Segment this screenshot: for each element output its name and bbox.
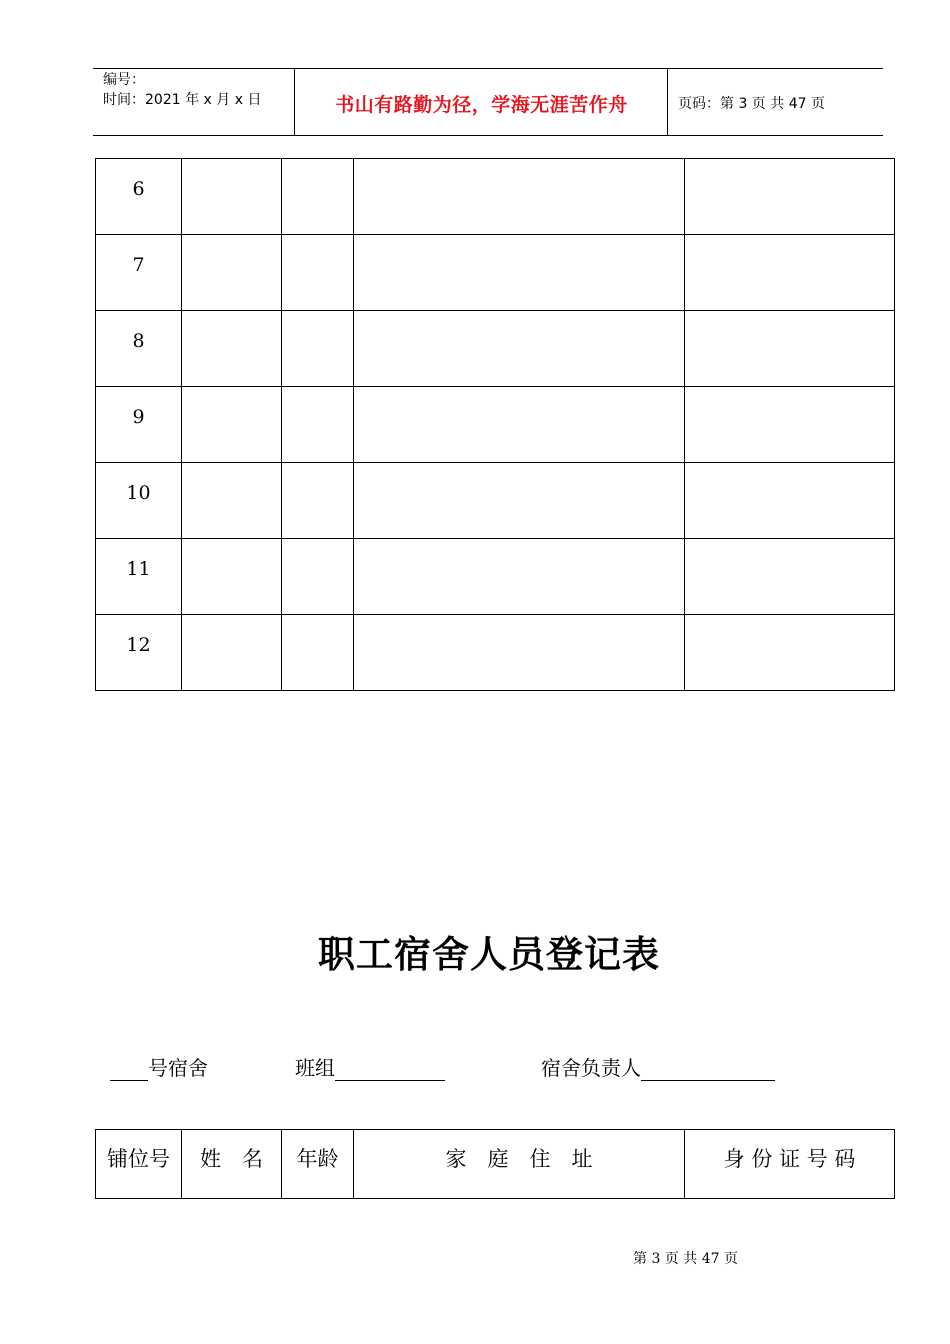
footer-page-number: 第 3 页 共 47 页 xyxy=(633,1251,738,1267)
name-cell[interactable] xyxy=(182,615,282,691)
table-row xyxy=(96,235,895,311)
row-number-cell: 6 xyxy=(96,159,182,235)
age-cell[interactable] xyxy=(282,311,354,387)
age-cell[interactable] xyxy=(282,539,354,615)
header-divider-right xyxy=(667,69,668,136)
header-row xyxy=(96,1130,895,1199)
dorm-leader-field xyxy=(541,1052,775,1081)
header-divider-left xyxy=(294,69,295,136)
team-blank[interactable] xyxy=(335,1058,445,1081)
row-number-cell: 12 xyxy=(96,615,182,691)
id-number-cell[interactable] xyxy=(685,463,895,539)
header-top-rule xyxy=(93,68,883,69)
id-number-cell[interactable] xyxy=(685,615,895,691)
age-cell[interactable] xyxy=(282,615,354,691)
header-page-info: 页码：第 3 页 共 47 页 xyxy=(678,96,825,112)
table-row xyxy=(96,387,895,463)
table-row xyxy=(96,539,895,615)
dorm-number-blank[interactable] xyxy=(110,1058,148,1081)
header-bottom-rule xyxy=(93,135,883,136)
address-cell[interactable] xyxy=(354,387,685,463)
document-time-label: 时间：2021 年 x 月 x 日 xyxy=(103,92,262,108)
row-number-cell: 8 xyxy=(96,311,182,387)
age-cell[interactable] xyxy=(282,387,354,463)
id-number-cell[interactable] xyxy=(685,159,895,235)
row-number-cell: 10 xyxy=(96,463,182,539)
team-label: 班组 xyxy=(295,1056,335,1080)
id-number-cell[interactable] xyxy=(685,311,895,387)
table-row xyxy=(96,463,895,539)
age-cell[interactable] xyxy=(282,235,354,311)
address-cell[interactable] xyxy=(354,159,685,235)
header-motto: 书山有路勤为径，学海无涯苦作舟 xyxy=(335,94,628,116)
dorm-number-label: 号宿舍 xyxy=(148,1056,208,1080)
name-cell[interactable] xyxy=(182,159,282,235)
name-cell[interactable] xyxy=(182,235,282,311)
registration-table-continued xyxy=(95,158,895,691)
document-number-label: 编号： xyxy=(103,72,145,88)
address-cell[interactable] xyxy=(354,311,685,387)
age-cell[interactable] xyxy=(282,159,354,235)
dorm-number-field xyxy=(110,1052,208,1081)
column-header-bed-number: 铺位号 xyxy=(96,1130,182,1199)
address-cell[interactable] xyxy=(354,539,685,615)
name-cell[interactable] xyxy=(182,539,282,615)
row-number-cell: 11 xyxy=(96,539,182,615)
name-cell[interactable] xyxy=(182,387,282,463)
name-cell[interactable] xyxy=(182,311,282,387)
table-row xyxy=(96,311,895,387)
age-cell[interactable] xyxy=(282,463,354,539)
row-number-cell: 9 xyxy=(96,387,182,463)
name-cell[interactable] xyxy=(182,463,282,539)
column-header-age: 年龄 xyxy=(282,1130,354,1199)
column-header-name: 姓 名 xyxy=(182,1130,282,1199)
address-cell[interactable] xyxy=(354,463,685,539)
id-number-cell[interactable] xyxy=(685,235,895,311)
table-row xyxy=(96,159,895,235)
id-number-cell[interactable] xyxy=(685,387,895,463)
address-cell[interactable] xyxy=(354,615,685,691)
form-title: 职工宿舍人员登记表 xyxy=(318,932,660,976)
column-header-home-address: 家 庭 住 址 xyxy=(354,1130,685,1199)
address-cell[interactable] xyxy=(354,235,685,311)
dorm-leader-blank[interactable] xyxy=(641,1058,775,1081)
table-row xyxy=(96,615,895,691)
header-meta xyxy=(103,70,261,110)
dorm-leader-label: 宿舍负责人 xyxy=(541,1056,641,1080)
id-number-cell[interactable] xyxy=(685,539,895,615)
column-header-id-number: 身 份 证 号 码 xyxy=(685,1130,895,1199)
team-field xyxy=(295,1052,445,1081)
registration-table-header xyxy=(95,1129,895,1199)
row-number-cell: 7 xyxy=(96,235,182,311)
